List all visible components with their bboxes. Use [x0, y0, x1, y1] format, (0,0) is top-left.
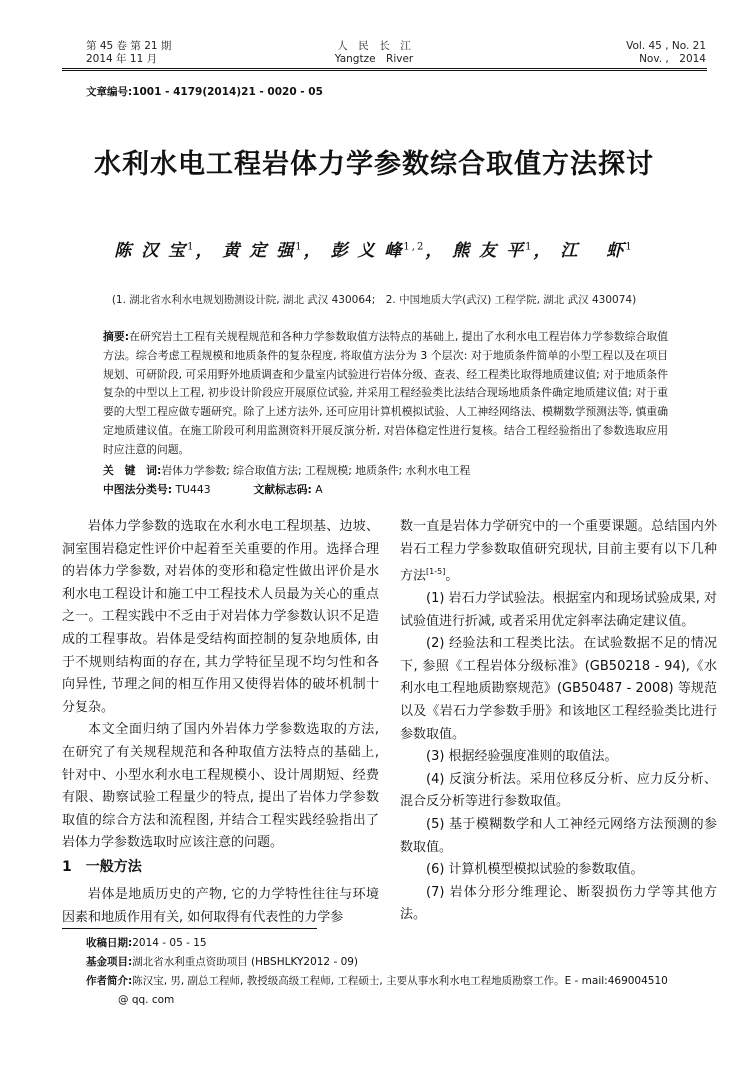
abstract-label: 摘要:: [103, 330, 130, 343]
abstract: [103, 328, 668, 460]
paragraph: 岩体是地质历史的产物, 它的力学特性往往与环境因素和地质作用有关, 如何取得有代表性的力学参: [62, 886, 379, 925]
method-item: (6) 计算机模型模拟试验的参数取值。: [426, 862, 644, 878]
clc-label: 中图法分类号:: [103, 483, 173, 496]
citation: [1-5]: [426, 567, 446, 577]
doc-code-label: 文献标志码:: [253, 483, 312, 496]
author-separator: ，: [303, 241, 323, 261]
abstract-text: 在研究岩土工程有关规程规范和各种力学参数取值方法特点的基础上, 提出了水利水电工程岩体力学参数综合取值方法。综合考虑工程规模和地质条件的复杂程度, 将取值方法分为 3 个层次: 对于地质条件简单的小型工程以及在项目规划、可研阶段, 可采用野外地质调查和少量室内试验进行岩体分级、查表、经工程类比取得地质建议值; 对于地质条件复杂的中型以上工程, 初步设计阶段应开展原位试验, 并采用工程经验类比法结合现场地质条件确定地质建议值; 对于重要的大型工程应做专题研究。除了上述方法外, 还可应用计算机模拟试验、人工神经网络法、模糊数学预测法等, 慎重确定地质建议值。在施工阶段可利用监测资料开展反演分析, 对岩体稳定性进行复核。结合工程经验指出了参数选取应用时应注意的问题。: [103, 330, 668, 456]
author-affil-mark: 1,2: [403, 241, 426, 253]
volume-issue-en: Vol. 45 , No. 21: [626, 40, 706, 52]
author-name: 熊 友 平: [452, 241, 526, 261]
paragraph-end: 。: [445, 568, 459, 584]
footnote: [86, 934, 726, 1010]
publication-date-en: Nov. , 2014: [639, 53, 706, 65]
paragraph: [400, 516, 717, 588]
author-affil-mark: 1: [525, 241, 534, 253]
fund-info: [86, 953, 726, 972]
author-email-cont: @ qq. com: [118, 994, 175, 1006]
publication-date: 2014 年 11 月: [86, 53, 158, 65]
author-name: 彭 义 峰: [330, 241, 404, 261]
body-column-left: [62, 516, 379, 929]
article-number: 文章编号:1001 - 4179(2014)21 - 0020 - 05: [86, 86, 323, 98]
author-name: 陈 汉 宝: [114, 241, 188, 261]
journal-name: [324, 40, 424, 66]
fund-label: 基金项目:: [86, 956, 133, 968]
paragraph: 岩体力学参数的选取在水利水电工程坝基、边坡、洞室围岩稳定性评价中起着至关重要的作用。选择合理的岩体力学参数, 对岩体的变形和稳定性做出评价是水利水电工程设计和施工中工程技术人员最为关心的重点之一。工程实践中不乏由于对岩体力学参数认识不足造成的工程事故。岩体是受结构面控制的复杂地质体, 由于不规则结构面的存在, 其力学特征呈现不均匀性和各向异性, 节理之间的相互作用又使得岩体的破坏机制十分复杂。: [62, 519, 379, 715]
journal-name-en: Yangtze River: [334, 53, 414, 65]
affiliations: (1. 湖北省水利水电规划勘测设计院, 湖北 武汉 430064; 2. 中国地质大学(武汉) 工程学院, 湖北 武汉 430074): [111, 294, 637, 306]
received-date: [86, 934, 726, 953]
classification-line: [103, 481, 668, 499]
method-item: (1) 岩石力学试验法。根据室内和现场试验成果, 对试验值进行折减, 或者采用优定斜率法确定建议值。: [400, 591, 717, 629]
author-bio-value: 陈汉宝, 男, 副总工程师, 教授级高级工程师, 工程硕士, 主要从事水利水电工程地质勘察工作。E - mail:469004510: [132, 975, 668, 987]
author-affil-mark: 1: [187, 241, 196, 253]
paragraph: 本文全面归纳了国内外岩体力学参数选取的方法, 在研究了有关规程规范和各种取值方法特点的基础上, 针对中、小型水利水电工程规模小、设计周期短、经费有限、勘察试验工程量少的特点, 提出了岩体力学参数取值的综合方法和流程图, 并结合工程实践经验指出了岩体力学参数选取时应该注意的问题。: [62, 722, 379, 851]
method-item: (3) 根据经验强度准则的取值法。: [426, 749, 618, 765]
journal-volume-en: [598, 40, 706, 66]
header-rule-thin: [62, 70, 707, 71]
author-bio-label: 作者简介:: [86, 975, 133, 987]
method-item: (2) 经验法和工程类比法。在试验数据不足的情况下, 参照《工程岩体分级标准》(GB50218 - 94),《水利水电工程地质勘察规范》(GB50487 - 2008) 等规范以及《岩石力学参数手册》和该地区工程经验类比进行参数取值。: [400, 636, 717, 742]
doc-code-value: A: [315, 483, 323, 496]
fund-value: 湖北省水利重点资助项目 (HBSHLKY2012 - 09): [132, 956, 359, 968]
author-name: 江 虾: [560, 241, 626, 261]
author-separator: ，: [195, 241, 215, 261]
author-name: 黄 定 强: [222, 241, 296, 261]
body-column-right: [400, 516, 717, 927]
author-bio: [86, 972, 726, 991]
section-heading: 1 一般方法: [62, 858, 142, 875]
footnote-rule: [62, 928, 317, 929]
author-separator: ，: [533, 241, 553, 261]
keywords: [103, 462, 668, 480]
header-rule: [62, 68, 707, 69]
author-affil-mark: 1: [295, 241, 304, 253]
author-separator: ，: [425, 241, 445, 261]
paper-title: 水利水电工程岩体力学参数综合取值方法探讨: [94, 149, 654, 180]
received-label: 收稿日期:: [86, 937, 133, 949]
journal-volume: [86, 40, 171, 66]
method-item: (5) 基于模糊数学和人工神经元网络方法预测的参数取值。: [400, 817, 717, 855]
author-affil-mark: 1: [625, 241, 634, 253]
volume-issue: 第 45 卷 第 21 期: [86, 40, 172, 52]
keywords-label: 关 键 词:: [103, 464, 162, 477]
method-item: (4) 反演分析法。采用位移反分析、应力反分析、混合反分析等进行参数取值。: [400, 771, 717, 810]
paragraph-text: 数一直是岩体力学研究中的一个重要课题。总结国内外岩石工程力学参数取值研究现状, 目前主要有以下几种方法: [400, 519, 717, 584]
clc-value: TU443: [175, 483, 211, 496]
journal-name-cn: 人 民 长 江: [337, 40, 411, 52]
author-list: [0, 236, 748, 261]
received-value: 2014 - 05 - 15: [132, 937, 207, 949]
keywords-text: 岩体力学参数; 综合取值方法; 工程规模; 地质条件; 水利水电工程: [161, 464, 471, 477]
method-item: (7) 岩体分形分维理论、断裂损伤力学等其他方法。: [400, 884, 717, 923]
